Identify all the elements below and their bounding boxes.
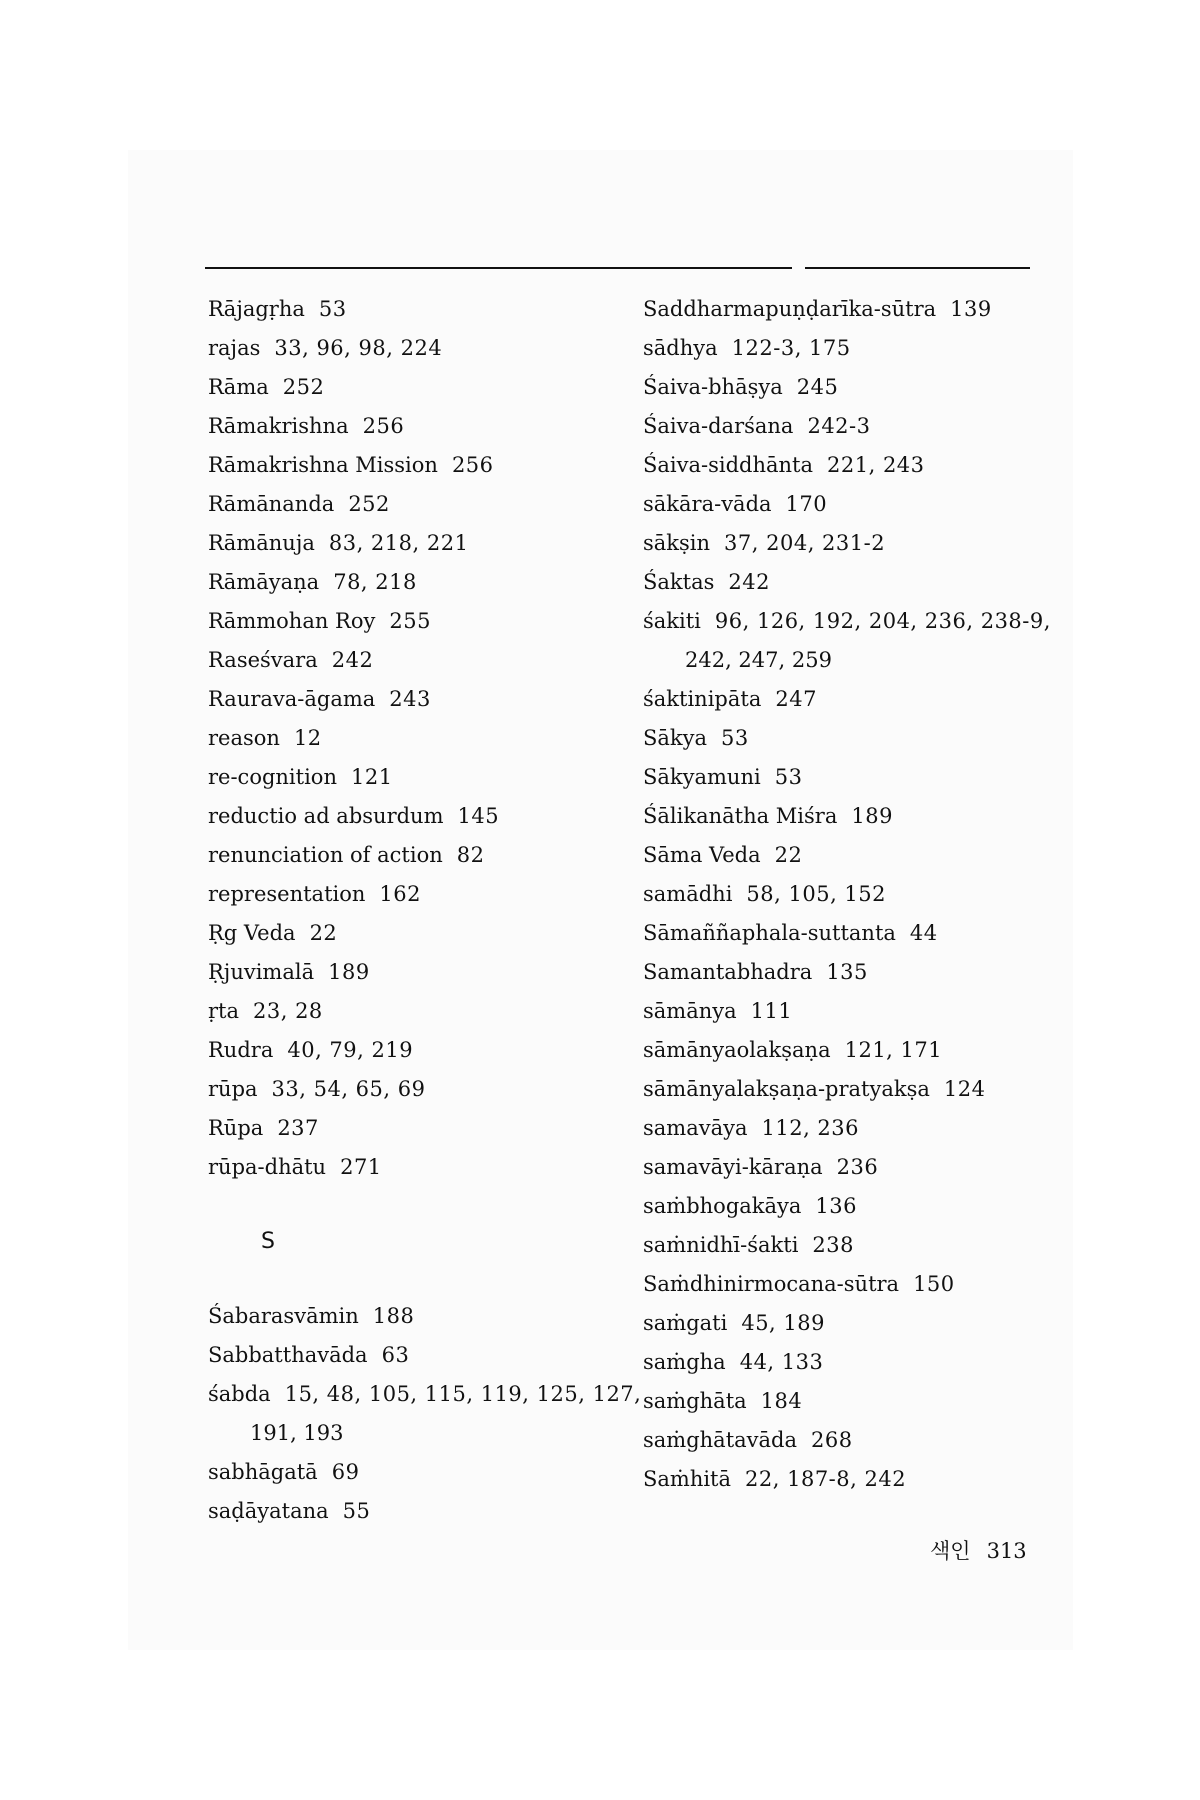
page-refs: 236 [836,1155,879,1179]
index-term: śabda [208,1382,271,1406]
index-entry [643,485,1063,524]
s-entries-continued [643,290,1063,1499]
index-term: rūpa-dhātu [208,1155,327,1179]
index-entry [643,797,1063,836]
page-refs: 53 [318,297,347,321]
page-refs: 255 [389,609,431,633]
page-refs: 243 [389,687,431,711]
index-entry [643,1460,1063,1499]
page-footer [930,1535,1027,1565]
index-entry [208,1109,628,1148]
index-term: Rāmakrishna Mission [208,453,438,477]
page-refs: 188 [372,1304,415,1328]
page-refs: 45, 189 [741,1311,825,1335]
page-refs: 44 [909,921,938,945]
index-entry [643,1421,1063,1460]
header-rule-left [205,267,792,269]
index-term: Sākyamuni [643,765,761,789]
page-refs: 184 [760,1389,803,1413]
page-refs: 22 [774,843,803,867]
index-entry [208,680,628,719]
page-number: 313 [986,1539,1027,1563]
index-term: Śaktas [643,570,715,594]
index-entry [643,1070,1063,1109]
index-entry [643,1031,1063,1070]
index-entry [208,1375,642,1414]
page-refs: 112, 236 [761,1116,860,1140]
page-refs: 221, 243 [827,453,925,477]
index-entry [643,602,1063,641]
index-term: Sāmaññaphala-suttanta [643,921,896,945]
index-term: sāmānya [643,999,737,1023]
index-term: Śabarasvāmin [208,1304,359,1328]
index-term: reductio ad absurdum [208,804,444,828]
index-term: rūpa [208,1077,258,1101]
index-term: representation [208,882,366,906]
index-term: Rāmānuja [208,531,315,555]
index-term: sākṣin [643,531,711,555]
index-entry [643,1304,1063,1343]
page-refs: 245 [796,375,839,399]
page-refs: 83, 218, 221 [328,531,469,555]
index-entry [208,992,628,1031]
page-refs: 33, 96, 98, 224 [274,336,443,360]
page-refs-continued: 191, 193 [250,1421,344,1445]
index-term: Śaiva-siddhānta [643,453,814,477]
index-term: Saṁhitā [643,1467,732,1491]
index-term: renunciation of action [208,843,443,867]
index-term: Śaiva-bhāṣya [643,375,783,399]
page-refs: 15, 48, 105, 115, 119, 125, 127, [284,1382,642,1406]
page-refs: 252 [348,492,390,516]
page-refs: 53 [774,765,803,789]
index-term: Rāmānanda [208,492,335,516]
index-term: saṁgati [643,1311,728,1335]
index-entry [208,1297,628,1336]
page-refs: 136 [815,1194,858,1218]
page-refs: 55 [342,1499,371,1523]
index-term: saṁghāta [643,1389,747,1413]
index-term: sākāra-vāda [643,492,772,516]
index-term: sādhya [643,336,718,360]
index-entry [208,485,628,524]
page-refs: 111 [750,999,793,1023]
page-refs: 145 [457,804,500,828]
index-entry [208,1031,628,1070]
index-entry [208,1453,628,1492]
index-term: saṁgha [643,1350,726,1374]
index-term: rajas [208,336,261,360]
index-entry [208,953,628,992]
index-entry [208,368,628,407]
index-term: samavāyi-kāraṇa [643,1155,823,1179]
page-refs: 22, 187-8, 242 [745,1467,907,1491]
page-refs: 23, 28 [253,999,323,1023]
page-refs: 242-3 [807,414,871,438]
page-refs: 121 [350,765,393,789]
header-rule-right [805,267,1030,269]
page-refs: 96, 126, 192, 204, 236, 238-9, [714,609,1051,633]
index-entry [643,1226,1063,1265]
index-term: Saddharmapuṇḍarīka-sūtra [643,297,937,321]
index-term: saṁghātavāda [643,1428,798,1452]
index-term: saṁnidhī-śakti [643,1233,799,1257]
page-refs: 135 [826,960,868,984]
index-entry [208,836,628,875]
index-term: Rājagṛha [208,297,305,321]
index-term: Śālikanātha Miśra [643,804,838,828]
index-entry [643,407,1063,446]
index-entry [208,290,628,329]
index-entry [208,1336,628,1375]
index-term: Sabbatthavāda [208,1343,368,1367]
index-entry [643,680,1063,719]
index-entry [643,914,1063,953]
page-refs: 122-3, 175 [731,336,851,360]
page-refs: 256 [362,414,405,438]
index-term: Saṁdhinirmocana-sūtra [643,1272,900,1296]
index-column-right [643,290,1063,1499]
index-entry [208,329,628,368]
index-entry [643,368,1063,407]
page-refs: 256 [451,453,494,477]
index-entry [643,758,1063,797]
index-term: Rūpa [208,1116,264,1140]
index-term: Rāmmohan Roy [208,609,376,633]
page-refs: 63 [381,1343,410,1367]
page-refs: 37, 204, 231-2 [724,531,886,555]
index-entry [208,446,628,485]
page-refs: 268 [811,1428,853,1452]
index-term: Sākya [643,726,708,750]
index-term: ṛta [208,999,239,1023]
page-refs: 247 [775,687,817,711]
index-term: Rāma [208,375,269,399]
page-refs: 124 [943,1077,986,1101]
index-term: Rudra [208,1038,274,1062]
index-entry [208,641,628,680]
index-term: samavāya [643,1116,748,1140]
index-entry [208,1492,628,1531]
index-entry [643,524,1063,563]
index-entry [643,329,1063,368]
index-entry [643,875,1063,914]
index-term: Ṛjuvimalā [208,960,315,984]
page-refs: 170 [785,492,828,516]
index-entry [208,602,628,641]
index-entry [208,719,628,758]
page-refs: 33, 54, 65, 69 [271,1077,426,1101]
index-term: reason [208,726,280,750]
index-term: sāmānyaolakṣaṇa [643,1038,831,1062]
index-term: Rāmāyaṇa [208,570,320,594]
page-refs: 242 [331,648,374,672]
index-term: saṁbhogakāya [643,1194,802,1218]
page-refs: 22 [309,921,338,945]
index-entry [208,797,628,836]
page-refs: 44, 133 [739,1350,824,1374]
index-entry [208,758,628,797]
page-refs: 53 [721,726,749,750]
index-entry [208,1148,628,1187]
page-refs: 189 [328,960,370,984]
index-entry [643,1343,1063,1382]
index-entry [208,563,628,602]
page-refs: 242 [728,570,770,594]
index-term: śakiti [643,609,701,633]
index-term: sabhāgatā [208,1460,318,1484]
index-entry [643,1109,1063,1148]
page-refs: 150 [913,1272,955,1296]
index-entry [643,290,1063,329]
index-term: Rāmakrishna [208,414,349,438]
index-entry [208,1070,628,1109]
r-entries [208,290,628,1187]
index-term: śaktinipāta [643,687,762,711]
index-entry [208,875,628,914]
index-entry [643,719,1063,758]
page-refs: 40, 79, 219 [287,1038,414,1062]
page-refs-continued: 242, 247, 259 [685,648,832,672]
page-refs: 162 [379,882,421,906]
index-term: Sāma Veda [643,843,761,867]
section-letter: S [261,1229,275,1254]
index-term: Raurava-āgama [208,687,376,711]
index-term: samādhi [643,882,733,906]
index-entry [643,992,1063,1031]
index-entry [643,1382,1063,1421]
index-term: re-cognition [208,765,337,789]
page-refs: 82 [456,843,485,867]
page-refs: 78, 218 [333,570,417,594]
s-entries [208,1297,642,1531]
page-refs: 238 [812,1233,855,1257]
index-term: Ṛg Veda [208,921,296,945]
index-term: Samantabhadra [643,960,813,984]
footer-label: 색인 [930,1539,971,1563]
index-entry [643,563,1063,602]
index-entry [208,524,628,563]
index-term: Raseśvara [208,648,318,672]
index-term: sāmānyalakṣaṇa-pratyakṣa [643,1077,930,1101]
page-refs: 139 [950,297,992,321]
index-entry [643,953,1063,992]
page-refs: 58, 105, 152 [746,882,887,906]
page-refs: 121, 171 [844,1038,943,1062]
index-entry [208,407,628,446]
page-refs: 12 [293,726,322,750]
page-refs: 271 [340,1155,382,1179]
page-refs: 69 [331,1460,360,1484]
index-term: saḍāyatana [208,1499,329,1523]
index-entry [643,1148,1063,1187]
page-refs: 237 [277,1116,319,1140]
index-entry [643,836,1063,875]
index-term: Śaiva-darśana [643,414,794,438]
index-entry [643,1187,1063,1226]
index-entry [643,1265,1063,1304]
index-entry [643,446,1063,485]
page-refs: 189 [851,804,893,828]
index-column-left [208,290,642,1531]
page-refs: 252 [282,375,325,399]
index-entry [208,914,628,953]
